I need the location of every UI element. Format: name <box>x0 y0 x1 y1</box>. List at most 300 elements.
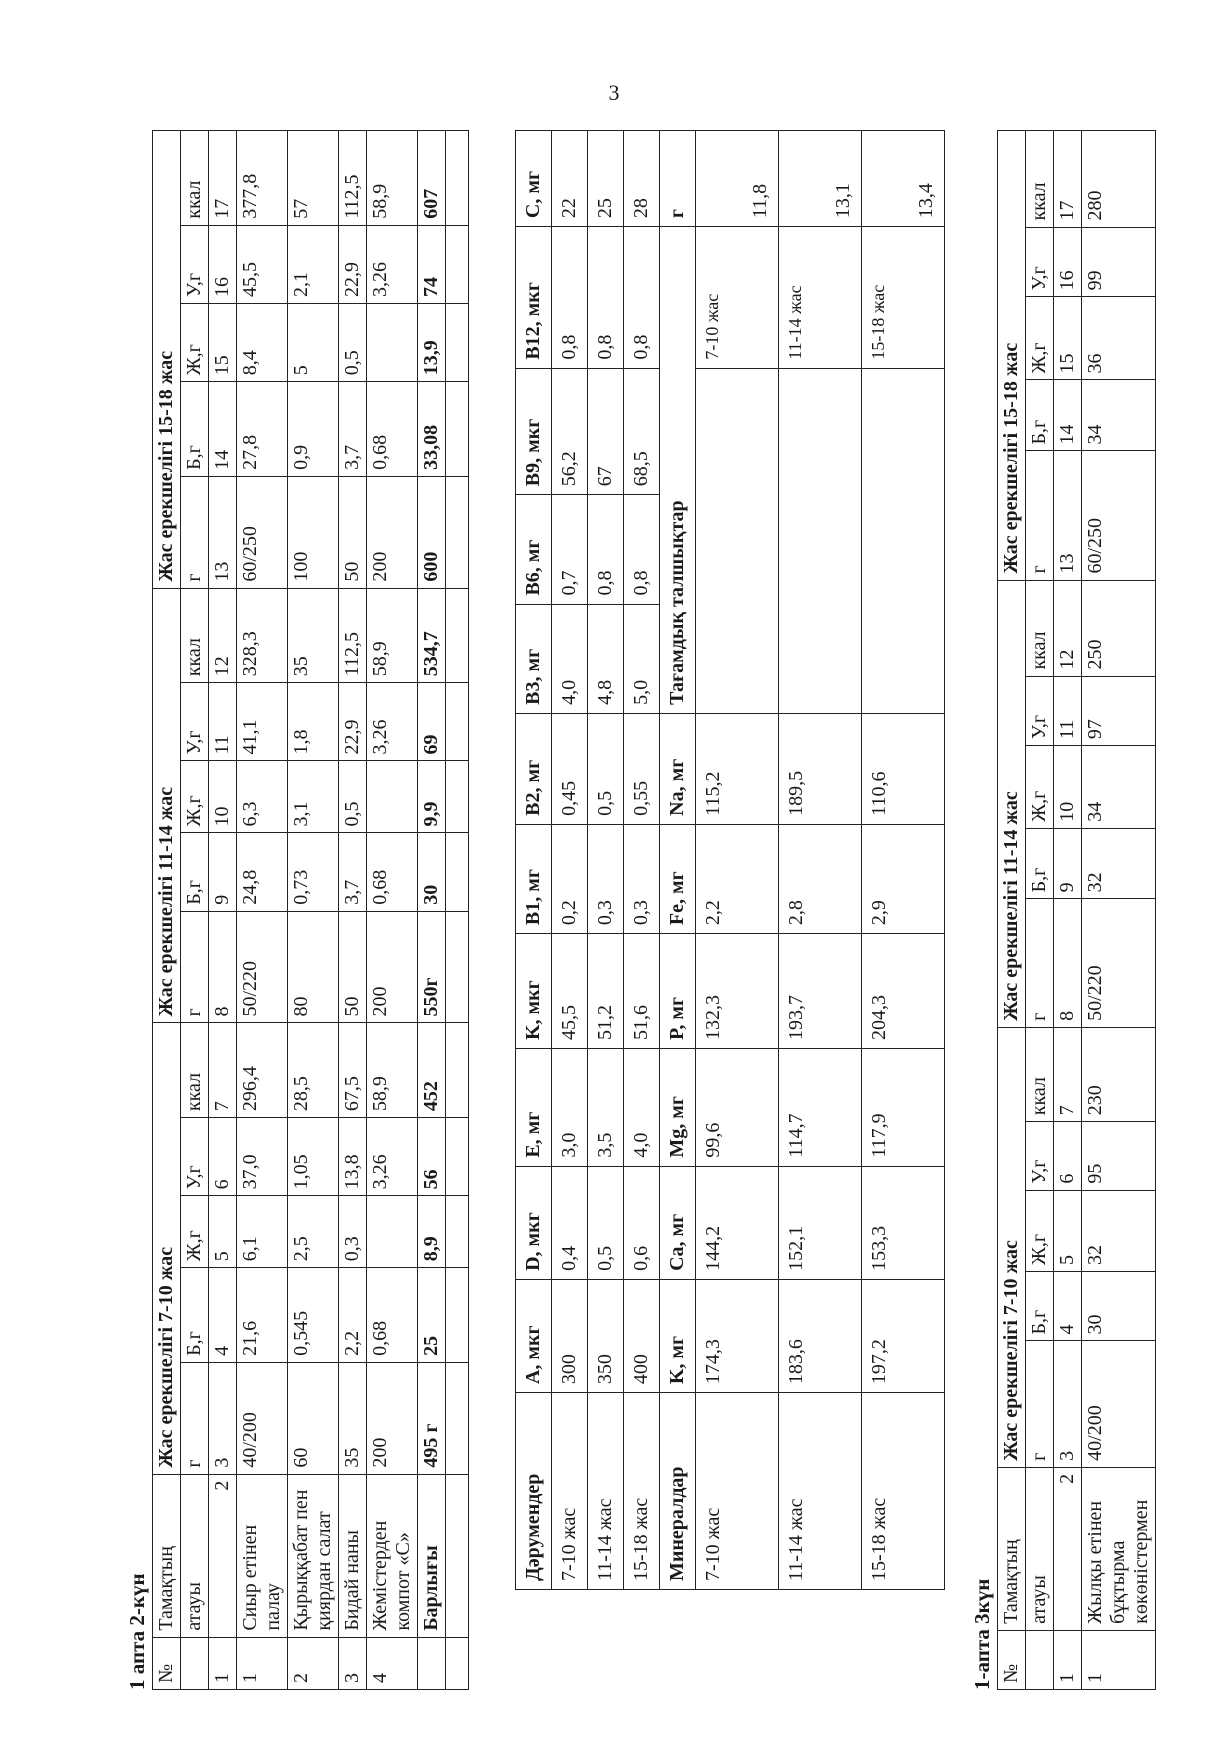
empty-cell <box>862 368 945 713</box>
value-cell: 21,6 <box>237 1268 288 1363</box>
mineral-header: Минералдар <box>660 1393 696 1590</box>
column-number: 13 <box>209 476 237 588</box>
table-caption: 1 апта 2-күн <box>125 1573 149 1690</box>
column-number: 7 <box>1054 1027 1082 1121</box>
nutrition-table <box>152 130 469 1690</box>
value-cell: 3,7 <box>339 833 367 911</box>
number-row <box>1054 131 1082 1690</box>
table-row <box>588 131 624 1590</box>
total-cell: 550г <box>418 911 446 1023</box>
column-number: 9 <box>1054 828 1082 899</box>
value-cell: 2,1 <box>288 225 339 303</box>
value-cell: 40/200 <box>1082 1341 1156 1467</box>
value-cell: 183,6 <box>779 1279 862 1392</box>
value-cell: 3,5 <box>588 1049 624 1167</box>
value-cell: 296,4 <box>237 1023 288 1118</box>
total-cell: 33,08 <box>418 382 446 477</box>
fiber-age: 7-10 жас <box>696 227 779 369</box>
unit-header: ккал <box>1026 1027 1054 1121</box>
value-cell: 41,1 <box>237 683 288 761</box>
value-cell: 1,8 <box>288 683 339 761</box>
value-cell: 200 <box>367 911 418 1023</box>
value-cell: 60 <box>288 1362 339 1474</box>
unit-header: г <box>1026 451 1054 580</box>
value-cell: 0,5 <box>588 713 624 824</box>
value-cell: 5 <box>288 304 339 382</box>
value-cell: 56,2 <box>552 368 588 495</box>
unit-header: ккал <box>1026 580 1054 676</box>
unit-header: Б,г <box>1026 1271 1054 1340</box>
value-cell: 0,3 <box>588 824 624 933</box>
value-cell: 45,5 <box>552 934 588 1049</box>
header-row <box>516 131 552 1590</box>
header-row <box>181 131 209 1690</box>
empty-row <box>446 131 469 1690</box>
unit-header: Ж,г <box>181 304 209 382</box>
value-cell: 0,4 <box>552 1166 588 1279</box>
value-cell: 80 <box>288 911 339 1023</box>
value-cell: 132,3 <box>696 934 779 1049</box>
value-cell: 0,8 <box>588 227 624 369</box>
menu-table-day3 <box>970 130 1156 1690</box>
value-cell: 22,9 <box>339 683 367 761</box>
value-cell: 67 <box>588 368 624 495</box>
header-empty <box>181 1637 209 1689</box>
dish-name: Қырыққабат пен қиярдан салат <box>288 1474 339 1637</box>
empty-cell <box>446 1023 469 1118</box>
age-cell: 7-10 жас <box>696 1393 779 1590</box>
column-number: 5 <box>209 1196 237 1268</box>
value-cell: 0,6 <box>624 1166 660 1279</box>
table-row <box>339 131 367 1690</box>
value-cell: 58,9 <box>367 588 418 683</box>
value-cell: 0,73 <box>288 833 339 911</box>
value-cell: 37,0 <box>237 1118 288 1196</box>
empty-cell <box>446 761 469 833</box>
rotated-content <box>120 20 1200 1720</box>
column-number: 16 <box>1054 227 1082 297</box>
value-cell: 2,8 <box>779 824 862 933</box>
total-row <box>418 131 446 1690</box>
value-cell: 34 <box>1082 746 1156 829</box>
column-number: 4 <box>1054 1271 1082 1340</box>
value-cell: 280 <box>1082 131 1156 228</box>
unit-header: Б,г <box>181 1268 209 1363</box>
value-cell: 0,3 <box>339 1196 367 1268</box>
column-number: 12 <box>1054 580 1082 676</box>
value-cell: 0,545 <box>288 1268 339 1363</box>
total-cell: 9,9 <box>418 761 446 833</box>
total-cell: 8,9 <box>418 1196 446 1268</box>
value-cell: 99,6 <box>696 1049 779 1167</box>
column-number: 14 <box>1054 380 1082 451</box>
value-cell: 28 <box>624 131 660 227</box>
vitamin-header: E, мг <box>516 1049 552 1167</box>
value-cell: 50/220 <box>237 911 288 1023</box>
vitamins-minerals-table <box>515 130 945 1590</box>
value-cell: 4,0 <box>624 1049 660 1167</box>
empty-cell <box>446 911 469 1023</box>
value-cell: 22 <box>552 131 588 227</box>
value-cell: 50 <box>339 911 367 1023</box>
row-no: 1 <box>1082 1630 1156 1689</box>
value-cell: 36 <box>1082 297 1156 380</box>
dish-name: Жылқы етінен бұқтырма көкөністермен <box>1082 1467 1156 1630</box>
column-number: 14 <box>209 382 237 477</box>
table-row <box>237 131 288 1690</box>
value-cell: 32 <box>1082 1190 1156 1271</box>
value-cell: 32 <box>1082 828 1156 899</box>
mineral-header: K, мг <box>660 1279 696 1392</box>
age-group-header: Жас ерекшелігі 7-10 жас <box>153 1023 181 1474</box>
value-cell: 112,5 <box>339 588 367 683</box>
value-cell: 0,45 <box>552 713 588 824</box>
empty-cell <box>446 1268 469 1363</box>
age-cell: 11-14 жас <box>779 1393 862 1590</box>
value-cell: 4,0 <box>552 604 588 713</box>
empty-cell <box>446 382 469 477</box>
value-cell: 8,4 <box>237 304 288 382</box>
value-cell: 30 <box>1082 1271 1156 1340</box>
value-cell: 0,5 <box>339 304 367 382</box>
column-number: 9 <box>209 833 237 911</box>
column-number: 12 <box>209 588 237 683</box>
column-number: 17 <box>1054 131 1082 228</box>
value-cell: 300 <box>552 1279 588 1392</box>
menu-table-day2 <box>125 130 469 1690</box>
column-number: 6 <box>1054 1122 1082 1190</box>
unit-header: г <box>1026 1341 1054 1467</box>
row-no: 2 <box>288 1637 339 1689</box>
unit-header: Ж,г <box>1026 297 1054 380</box>
unit-header: Б,г <box>181 382 209 477</box>
empty-cell <box>446 1474 469 1637</box>
value-cell: 50/220 <box>1082 899 1156 1028</box>
table-row <box>1082 131 1156 1690</box>
value-cell: 250 <box>1082 580 1156 676</box>
value-cell: 58,9 <box>367 131 418 226</box>
value-cell: 350 <box>588 1279 624 1392</box>
value-cell: 50 <box>339 476 367 588</box>
unit-header: г <box>181 476 209 588</box>
unit-header: У,г <box>181 683 209 761</box>
vitamin-header: B3, мг <box>516 604 552 713</box>
value-cell: 328,3 <box>237 588 288 683</box>
table-row <box>779 131 862 1590</box>
value-cell: 100 <box>288 476 339 588</box>
fiber-value: 13,4 <box>862 131 945 227</box>
value-cell: 193,7 <box>779 934 862 1049</box>
value-cell: 0,3 <box>624 824 660 933</box>
dish-name: Сиыр етінен палау <box>237 1474 288 1637</box>
unit-header: У,г <box>181 225 209 303</box>
unit-header: Б,г <box>1026 828 1054 899</box>
total-cell: 25 <box>418 1268 446 1363</box>
value-cell: 3,0 <box>552 1049 588 1167</box>
empty-cell <box>696 368 779 713</box>
mineral-header: P, мг <box>660 934 696 1049</box>
value-cell: 34 <box>1082 380 1156 451</box>
value-cell: 3,26 <box>367 1118 418 1196</box>
unit-header: г <box>181 911 209 1023</box>
value-cell: 45,5 <box>237 225 288 303</box>
age-cell: 15-18 жас <box>862 1393 945 1590</box>
unit-header: г <box>181 1362 209 1474</box>
vitamin-header: K, мкг <box>516 934 552 1049</box>
value-cell: 0,8 <box>552 227 588 369</box>
value-cell: 3,26 <box>367 225 418 303</box>
value-cell: 0,8 <box>588 495 624 604</box>
value-cell: 2,2 <box>339 1268 367 1363</box>
value-cell <box>367 761 418 833</box>
value-cell: 115,2 <box>696 713 779 824</box>
value-cell: 25 <box>588 131 624 227</box>
value-cell: 95 <box>1082 1122 1156 1190</box>
value-cell: 22,9 <box>339 225 367 303</box>
total-cell: 13,9 <box>418 304 446 382</box>
empty-cell <box>779 368 862 713</box>
value-cell: 189,5 <box>779 713 862 824</box>
unit-header: ккал <box>181 588 209 683</box>
fiber-header: Тағамдық талшықтар <box>660 227 696 714</box>
unit-header: У,г <box>1026 227 1054 297</box>
total-cell: 495 г <box>418 1362 446 1474</box>
mineral-header: Mg, мг <box>660 1049 696 1167</box>
value-cell: 200 <box>367 476 418 588</box>
value-cell: 6,3 <box>237 761 288 833</box>
table-row <box>624 131 660 1590</box>
value-cell: 2,5 <box>288 1196 339 1268</box>
value-cell: 67,5 <box>339 1023 367 1118</box>
unit-header: Б,г <box>1026 380 1054 451</box>
row-no: 4 <box>367 1637 418 1689</box>
total-cell: 56 <box>418 1118 446 1196</box>
value-cell: 204,3 <box>862 934 945 1049</box>
mineral-header: Ca, мг <box>660 1166 696 1279</box>
column-number: 15 <box>1054 297 1082 380</box>
header-row <box>153 131 181 1690</box>
value-cell: 27,8 <box>237 382 288 477</box>
value-cell: 197,2 <box>862 1279 945 1392</box>
total-cell: 534,7 <box>418 588 446 683</box>
value-cell: 0,5 <box>339 761 367 833</box>
age-group-header: Жас ерекшелігі 7-10 жас <box>998 1027 1026 1467</box>
unit-header: Ж,г <box>181 761 209 833</box>
value-cell: 0,7 <box>552 495 588 604</box>
value-cell: 144,2 <box>696 1166 779 1279</box>
total-label: Барлығы <box>418 1474 446 1637</box>
age-group-header: Жас ерекшелігі 15-18 жас <box>998 131 1026 581</box>
column-number: 6 <box>209 1118 237 1196</box>
value-cell: 0,9 <box>288 382 339 477</box>
value-cell: 60/250 <box>237 476 288 588</box>
unit-header: г <box>1026 899 1054 1028</box>
value-cell: 377,8 <box>237 131 288 226</box>
header-name: Тамақтың <box>153 1474 181 1637</box>
unit-header: ккал <box>1026 131 1054 228</box>
empty-cell <box>446 304 469 382</box>
total-cell: 607 <box>418 131 446 226</box>
fiber-value: 13,1 <box>779 131 862 227</box>
value-cell: 0,8 <box>624 227 660 369</box>
unit-header: У,г <box>181 1118 209 1196</box>
empty-cell <box>446 1118 469 1196</box>
column-number: 17 <box>209 131 237 226</box>
age-group-header: Жас ерекшелігі 11-14 жас <box>998 580 1026 1027</box>
value-cell: 0,2 <box>552 824 588 933</box>
value-cell: 117,9 <box>862 1049 945 1167</box>
value-cell: 0,68 <box>367 382 418 477</box>
page-number: 3 <box>608 80 620 105</box>
value-cell: 200 <box>367 1362 418 1474</box>
age-group-header: Жас ерекшелігі 15-18 жас <box>153 131 181 589</box>
total-cell: 74 <box>418 225 446 303</box>
header-row <box>998 131 1026 1690</box>
vitamin-header: B9, мкг <box>516 368 552 495</box>
value-cell: 57 <box>288 131 339 226</box>
column-number: 5 <box>1054 1190 1082 1271</box>
unit-header: У,г <box>1026 676 1054 746</box>
header-row <box>1026 131 1054 1690</box>
total-cell: 30 <box>418 833 446 911</box>
fiber-age: 11-14 жас <box>779 227 862 369</box>
column-number: 4 <box>209 1268 237 1363</box>
column-number: 2 <box>1054 1467 1082 1630</box>
fiber-age: 15-18 жас <box>862 227 945 369</box>
unit-header: ккал <box>181 1023 209 1118</box>
header-name: атауы <box>181 1474 209 1637</box>
empty-cell <box>446 225 469 303</box>
value-cell: 0,68 <box>367 833 418 911</box>
header-empty <box>1026 1630 1054 1689</box>
empty-cell <box>446 833 469 911</box>
value-cell: 40/200 <box>237 1362 288 1474</box>
vitamins-minerals-block <box>515 130 945 1590</box>
value-cell: 3,1 <box>288 761 339 833</box>
vitamin-header: D, мкг <box>516 1166 552 1279</box>
value-cell <box>367 304 418 382</box>
header-row <box>660 131 696 1590</box>
table-row <box>696 131 779 1590</box>
column-number: 2 <box>209 1474 237 1637</box>
dish-name: Жемістерден компот «С» <box>367 1474 418 1637</box>
column-number: 16 <box>209 225 237 303</box>
value-cell: 3,26 <box>367 683 418 761</box>
number-row <box>209 131 237 1690</box>
empty-cell <box>446 1196 469 1268</box>
value-cell: 11-14 жас <box>588 1393 624 1590</box>
value-cell: 114,7 <box>779 1049 862 1167</box>
vitamin-header: B6, мг <box>516 495 552 604</box>
value-cell: 3,7 <box>339 382 367 477</box>
column-number: 11 <box>1054 676 1082 746</box>
vitamin-header: B12, мкг <box>516 227 552 369</box>
value-cell: 112,5 <box>339 131 367 226</box>
column-number: 15 <box>209 304 237 382</box>
empty-cell <box>446 1637 469 1689</box>
total-cell: 600 <box>418 476 446 588</box>
value-cell: 6,1 <box>237 1196 288 1268</box>
value-cell: 58,9 <box>367 1023 418 1118</box>
vitamin-header: C, мг <box>516 131 552 227</box>
value-cell: 400 <box>624 1279 660 1392</box>
mineral-header: Na, мг <box>660 713 696 824</box>
vitamin-header: A, мкг <box>516 1279 552 1392</box>
table-row <box>288 131 339 1690</box>
value-cell: 0,8 <box>624 495 660 604</box>
fiber-value: 11,8 <box>696 131 779 227</box>
column-number: 8 <box>209 911 237 1023</box>
value-cell: 0,68 <box>367 1268 418 1363</box>
value-cell: 97 <box>1082 676 1156 746</box>
column-number: 10 <box>1054 746 1082 829</box>
column-number: 1 <box>1054 1630 1082 1689</box>
table-row <box>862 131 945 1590</box>
value-cell: 13,8 <box>339 1118 367 1196</box>
value-cell: 15-18 жас <box>624 1393 660 1590</box>
value-cell: 0,55 <box>624 713 660 824</box>
empty-cell <box>446 476 469 588</box>
unit-header: Ж,г <box>1026 1190 1054 1271</box>
age-group-header: Жас ерекшелігі 11-14 жас <box>153 588 181 1023</box>
header-name: атауы <box>1026 1467 1054 1630</box>
column-number: 3 <box>1054 1341 1082 1467</box>
empty-cell <box>446 683 469 761</box>
value-cell: 110,6 <box>862 713 945 824</box>
row-no: 3 <box>339 1637 367 1689</box>
header-no: № <box>153 1637 181 1689</box>
column-number: 1 <box>209 1637 237 1689</box>
value-cell: 68,5 <box>624 368 660 495</box>
value-cell: 2,9 <box>862 824 945 933</box>
value-cell: 35 <box>288 588 339 683</box>
value-cell: 51,6 <box>624 934 660 1049</box>
unit-header: Ж,г <box>1026 746 1054 829</box>
column-number: 7 <box>209 1023 237 1118</box>
value-cell: 152,1 <box>779 1166 862 1279</box>
value-cell: 28,5 <box>288 1023 339 1118</box>
value-cell: 24,8 <box>237 833 288 911</box>
total-cell: 452 <box>418 1023 446 1118</box>
value-cell: 4,8 <box>588 604 624 713</box>
dish-name: Бидай наны <box>339 1474 367 1637</box>
vitamin-header: B1, мг <box>516 824 552 933</box>
column-number: 8 <box>1054 899 1082 1028</box>
vitamin-header: B2, мг <box>516 713 552 824</box>
column-number: 10 <box>209 761 237 833</box>
unit-header: Б,г <box>181 833 209 911</box>
value-cell: 0,5 <box>588 1166 624 1279</box>
value-cell: 99 <box>1082 227 1156 297</box>
empty-cell <box>446 131 469 226</box>
row-no <box>418 1637 446 1689</box>
column-number: 11 <box>209 683 237 761</box>
value-cell: 35 <box>339 1362 367 1474</box>
mineral-header: Fe, мг <box>660 824 696 933</box>
value-cell: 60/250 <box>1082 451 1156 580</box>
value-cell: 1,05 <box>288 1118 339 1196</box>
unit-header: ккал <box>181 131 209 226</box>
header-no: № <box>998 1630 1026 1689</box>
row-no: 1 <box>237 1637 288 1689</box>
table-caption: 1-апта 3күн <box>970 1578 994 1690</box>
empty-cell <box>446 1362 469 1474</box>
total-cell: 69 <box>418 683 446 761</box>
vitamin-header: Дәрумендер <box>516 1393 552 1590</box>
value-cell: 5,0 <box>624 604 660 713</box>
value-cell: 2,2 <box>696 824 779 933</box>
header-name: Тамақтың <box>998 1467 1026 1630</box>
